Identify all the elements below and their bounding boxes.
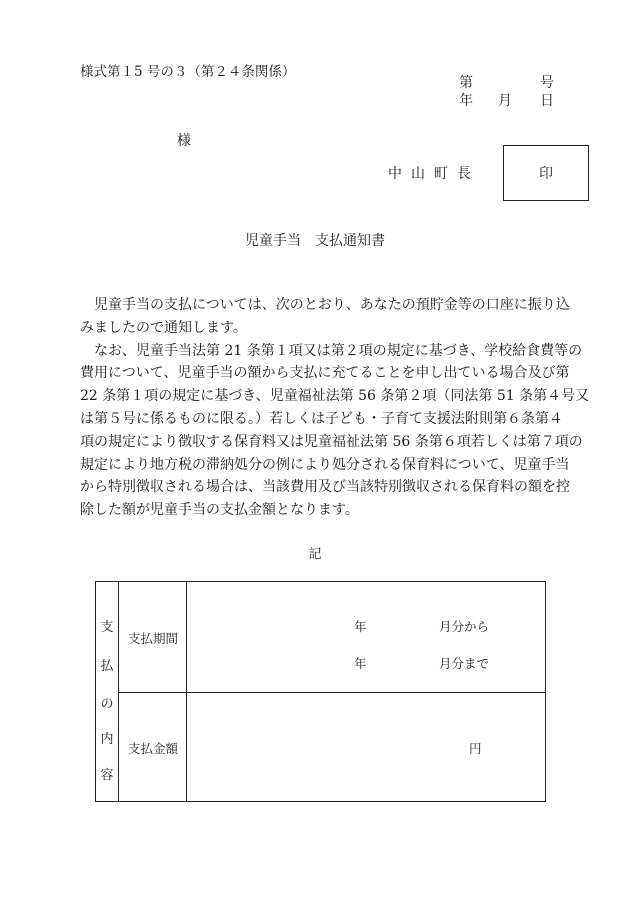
notice-body (80, 294, 590, 522)
side-label-char: 内 (100, 732, 114, 747)
side-label-char: 支 (100, 620, 114, 635)
payment-period-label: 支払期間 (128, 631, 179, 646)
amount-yen: 円 (469, 741, 482, 756)
body-line: 22 条第１項の規定に基づき、児童福祉法第 56 条第２項（同法第 51 条第４号又 (80, 388, 590, 405)
body-line: みましたので通知します。 (80, 319, 247, 336)
title-part2: 支払通知書 (315, 233, 385, 249)
body-line: 児童手当の支払については、次のとおり、あなたの預貯金等の口座に振り込 (94, 297, 570, 313)
side-label-char: 容 (100, 768, 114, 783)
document-title (0, 230, 630, 250)
table-divider (118, 692, 545, 693)
form-number: 様式第１5 号の３（第２４条関係） (80, 64, 296, 80)
sender-title: 中山町長 (388, 166, 480, 182)
payment-amount-label: 支払金額 (128, 741, 179, 756)
number-dai-label: 第 (459, 75, 473, 91)
body-line: 除した額が児童手当の支払金額となります。 (80, 502, 359, 519)
period-to-year: 年 (354, 656, 367, 671)
seal-box (503, 145, 589, 201)
period-to-month: 月分まで (439, 656, 490, 671)
title-part1: 児童手当 (245, 233, 301, 249)
date-year-label: 年 (459, 93, 473, 109)
body-line: から特別徴収される場合は、当該費用及び当該特別徴収される保育料の額を控 (80, 479, 570, 496)
payment-details-table (95, 581, 546, 802)
period-from-month: 月分から (439, 619, 490, 634)
side-label-char: 払 (100, 659, 114, 674)
body-line: なお、児童手当法第 21 条第１項又は第２項の規定に基づき、学校給食費等の (94, 342, 583, 359)
seal-label: 印 (539, 166, 553, 182)
body-line: は第５号に係るものに限る。）若しくは子ども・子育て支援法附則第６条第４ (80, 410, 563, 427)
body-line: 費用について、児童手当の額から支払に充てることを申し出ている場合及び第 (80, 365, 570, 382)
date-day-label: 日 (540, 93, 554, 109)
side-label-char: の (100, 697, 114, 712)
period-from-year: 年 (354, 619, 367, 634)
body-line: 項の規定により徴収する保育料又は児童福祉法第 56 条第６項若しくは第７項の (80, 433, 583, 450)
ki-heading: 記 (308, 547, 322, 562)
date-month-label: 月 (498, 93, 512, 109)
body-line: 規定により地方税の滞納処分の例により処分される保育料について、児童手当 (80, 456, 570, 473)
recipient-honorific: 様 (177, 133, 191, 149)
number-go-label: 号 (540, 75, 554, 91)
